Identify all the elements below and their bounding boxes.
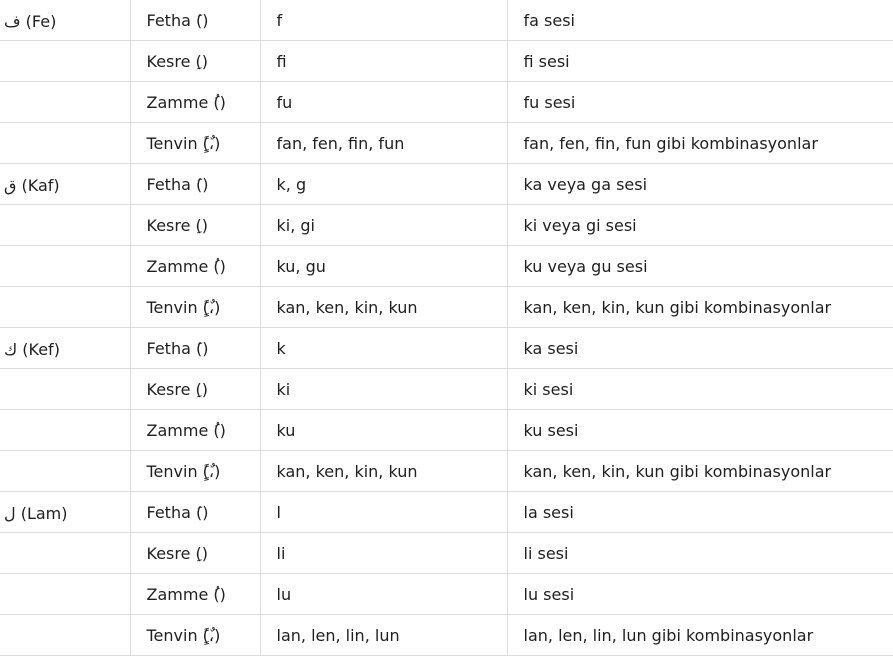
letter-cell bbox=[0, 451, 130, 492]
letter-cell bbox=[0, 533, 130, 574]
letter-cell bbox=[0, 369, 130, 410]
harake-cell: Fetha (َ) bbox=[130, 164, 260, 205]
harake-cell: Tenvin (ًٍ،ٌ) bbox=[130, 123, 260, 164]
harake-cell: Tenvin (ًٍ،ٌ) bbox=[130, 451, 260, 492]
harake-cell: Tenvin (ًٍ،ٌ) bbox=[130, 287, 260, 328]
table-row bbox=[0, 246, 893, 287]
table-row bbox=[0, 451, 893, 492]
description-cell: kan, ken, kin, kun gibi kombinasyonlar bbox=[507, 287, 893, 328]
table-row bbox=[0, 615, 893, 656]
table-row bbox=[0, 82, 893, 123]
letter-cell bbox=[0, 205, 130, 246]
letter-cell bbox=[0, 574, 130, 615]
description-cell: fan, fen, fin, fun gibi kombinasyonlar bbox=[507, 123, 893, 164]
pronunciation-cell: lu bbox=[260, 574, 507, 615]
description-cell: fa sesi bbox=[507, 0, 893, 41]
pronunciation-cell: ki bbox=[260, 369, 507, 410]
pronunciation-cell: li bbox=[260, 533, 507, 574]
letter-cell: ف (Fe) bbox=[4, 12, 57, 31]
letter-cell: ل (Lam) bbox=[0, 492, 130, 533]
description-cell: fi sesi bbox=[507, 41, 893, 82]
letter-cell bbox=[0, 246, 130, 287]
letter-cell bbox=[0, 615, 130, 656]
harake-cell: Kesre (ِ) bbox=[130, 205, 260, 246]
harake-cell: Zamme (ُ) bbox=[130, 574, 260, 615]
description-cell: ka sesi bbox=[507, 328, 893, 369]
harake-cell: Zamme (ُ) bbox=[130, 246, 260, 287]
letter-cell bbox=[0, 123, 130, 164]
pronunciation-cell: fan, fen, fin, fun bbox=[260, 123, 507, 164]
harake-cell: Kesre (ِ) bbox=[130, 533, 260, 574]
letter-cell: ك (Kef) bbox=[0, 328, 130, 369]
table-row bbox=[0, 410, 893, 451]
harake-cell: Kesre (ِ) bbox=[130, 369, 260, 410]
pronunciation-cell: l bbox=[260, 492, 507, 533]
pronunciation-cell: kan, ken, kin, kun bbox=[260, 451, 507, 492]
pronunciation-cell: fi bbox=[260, 41, 507, 82]
table-row bbox=[0, 574, 893, 615]
pronunciation-cell: ki, gi bbox=[260, 205, 507, 246]
description-cell: lu sesi bbox=[507, 574, 893, 615]
letter-cell bbox=[0, 82, 130, 123]
pronunciation-cell: lan, len, lin, lun bbox=[260, 615, 507, 656]
table-row bbox=[0, 41, 893, 82]
description-cell: ku veya gu sesi bbox=[507, 246, 893, 287]
description-cell: ku sesi bbox=[507, 410, 893, 451]
harake-cell: Zamme (ُ) bbox=[130, 410, 260, 451]
pronunciation-cell: k bbox=[260, 328, 507, 369]
table-row bbox=[0, 369, 893, 410]
pronunciation-cell: ku bbox=[260, 410, 507, 451]
description-cell: li sesi bbox=[507, 533, 893, 574]
table-row bbox=[0, 0, 893, 41]
letter-cell bbox=[0, 41, 130, 82]
description-cell: kan, ken, kin, kun gibi kombinasyonlar bbox=[507, 451, 893, 492]
description-cell: lan, len, lin, lun gibi kombinasyonlar bbox=[507, 615, 893, 656]
pronunciation-cell: kan, ken, kin, kun bbox=[260, 287, 507, 328]
table-row bbox=[0, 533, 893, 574]
description-cell: ki veya gi sesi bbox=[507, 205, 893, 246]
pronunciation-cell: f bbox=[260, 0, 507, 41]
table-row bbox=[0, 164, 893, 205]
description-cell: fu sesi bbox=[507, 82, 893, 123]
letter-cell bbox=[0, 287, 130, 328]
pronunciation-cell: fu bbox=[260, 82, 507, 123]
description-cell: ki sesi bbox=[507, 369, 893, 410]
description-cell: la sesi bbox=[507, 492, 893, 533]
harake-cell: Kesre (ِ) bbox=[130, 41, 260, 82]
letter-cell bbox=[0, 410, 130, 451]
pronunciation-cell: k, g bbox=[260, 164, 507, 205]
description-cell: ka veya ga sesi bbox=[507, 164, 893, 205]
table-row bbox=[0, 287, 893, 328]
table-row bbox=[0, 123, 893, 164]
table-row bbox=[0, 328, 893, 369]
letter-cell: ق (Kaf) bbox=[0, 164, 130, 205]
harake-cell: Fetha (َ) bbox=[130, 328, 260, 369]
table-row bbox=[0, 205, 893, 246]
harake-cell: Zamme (ُ) bbox=[130, 82, 260, 123]
harake-cell: Fetha (َ) bbox=[130, 0, 260, 41]
harake-cell: Tenvin (ًٍ،ٌ) bbox=[130, 615, 260, 656]
harake-cell: Fetha (َ) bbox=[130, 492, 260, 533]
pronunciation-cell: ku, gu bbox=[260, 246, 507, 287]
table-row bbox=[0, 492, 893, 533]
